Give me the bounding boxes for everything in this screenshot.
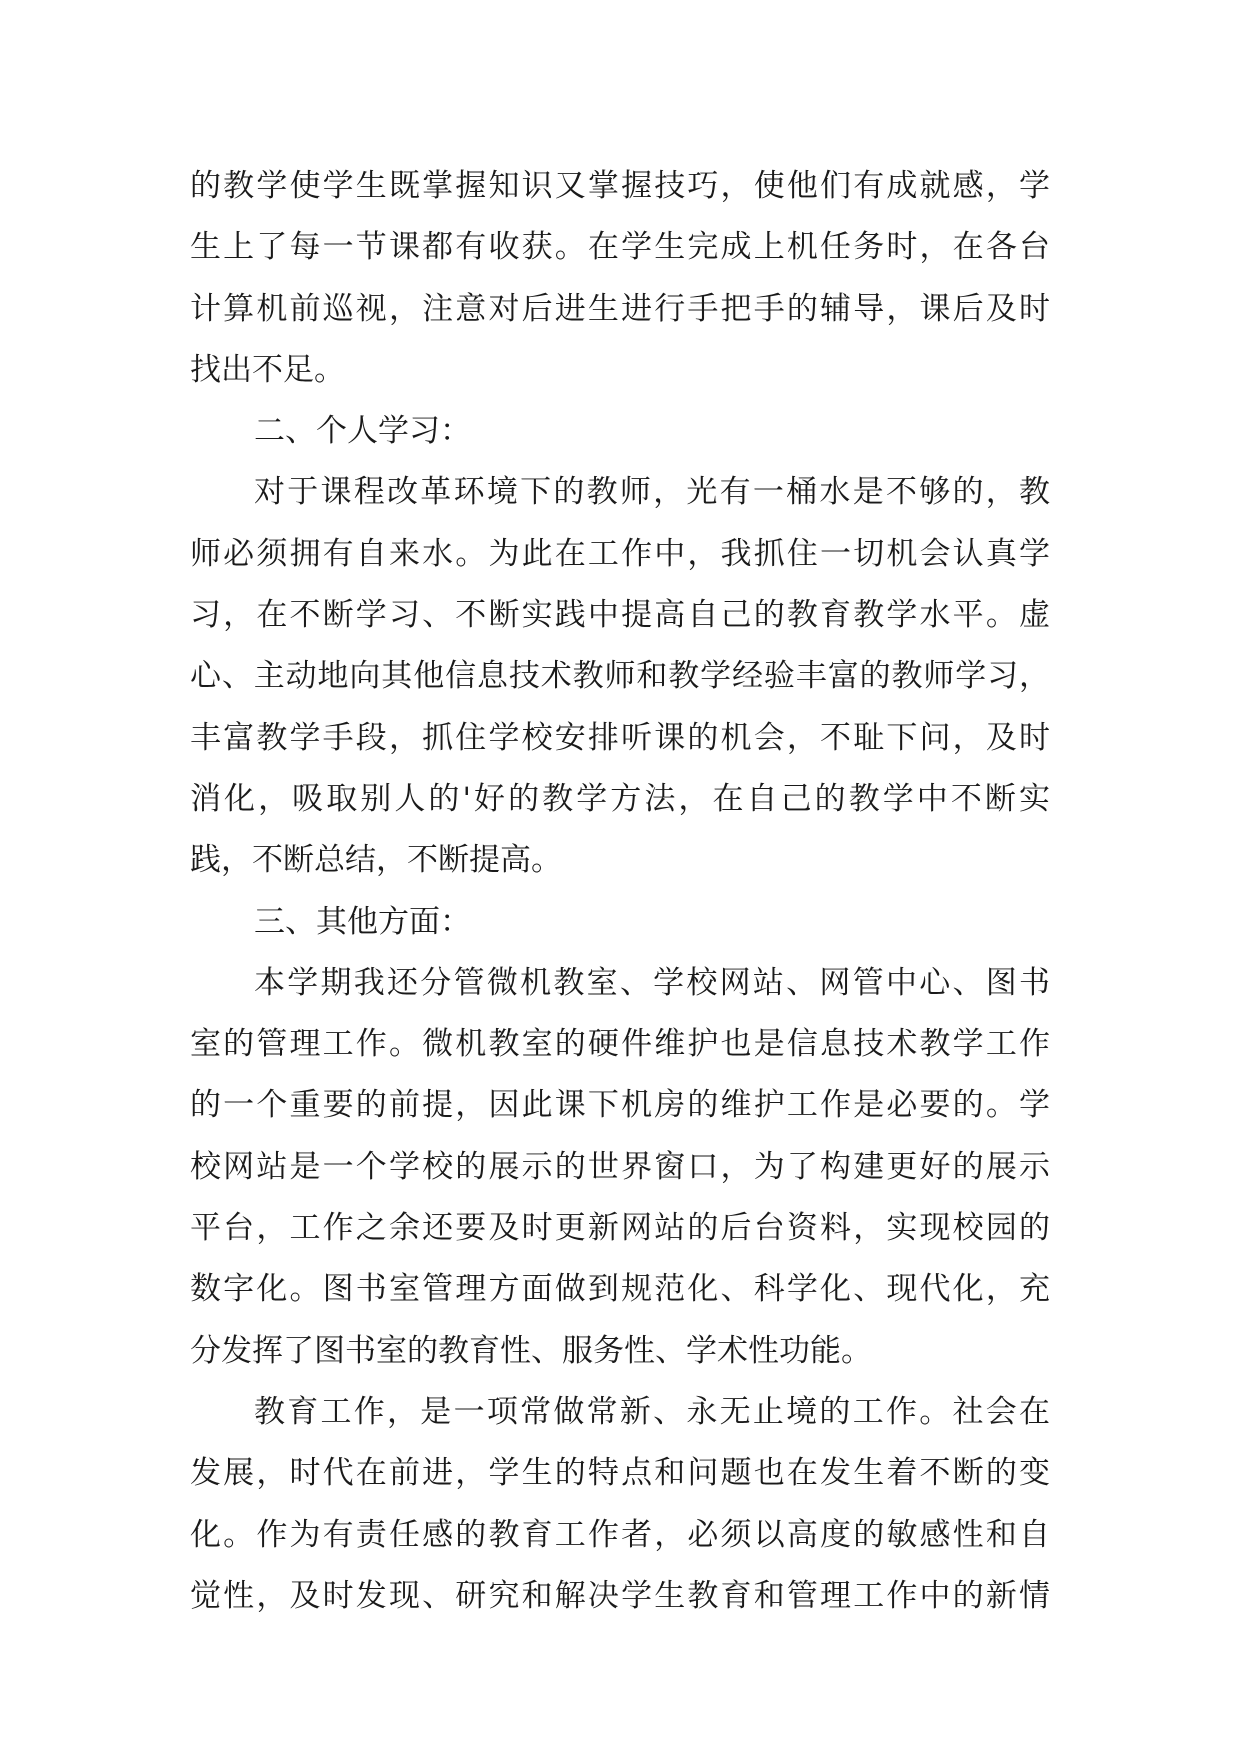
text-line: 师必须拥有自来水。为此在工作中，我抓住一切机会认真学 xyxy=(190,535,1050,572)
text-line: 生上了每一节课都有收获。在学生完成上机任务时，在各台 xyxy=(190,229,1050,266)
text-line: 本学期我还分管微机教室、学校网站、网管中心、图书 xyxy=(254,964,1050,1001)
text-line: 教育工作，是一项常做常新、永无止境的工作。社会在 xyxy=(254,1393,1050,1430)
text-line: 数字化。图书室管理方面做到规范化、科学化、现代化，充 xyxy=(190,1271,1050,1308)
text-line: 平台，工作之余还要及时更新网站的后台资料，实现校园的 xyxy=(190,1210,1050,1247)
text-line: 对于课程改革环境下的教师，光有一桶水是不够的，教 xyxy=(254,474,1050,511)
text-line: 觉性，及时发现、研究和解决学生教育和管理工作中的新情 xyxy=(190,1577,1050,1614)
text-line: 发展，时代在前进，学生的特点和问题也在发生着不断的变 xyxy=(190,1455,1050,1492)
text-line: 分发挥了图书室的教育性、服务性、学术性功能。 xyxy=(190,1332,872,1369)
text-line: 化。作为有责任感的教育工作者，必须以高度的敏感性和自 xyxy=(190,1516,1050,1553)
text-line: 室的管理工作。微机教室的硬件维护也是信息技术教学工作 xyxy=(190,1026,1050,1063)
text-line: 计算机前巡视，注意对后进生进行手把手的辅导，课后及时 xyxy=(190,290,1050,327)
text-line: 三、其他方面： xyxy=(254,903,471,940)
text-line: 校网站是一个学校的展示的世界窗口，为了构建更好的展示 xyxy=(190,1148,1050,1185)
text-line: 的一个重要的前提，因此课下机房的维护工作是必要的。学 xyxy=(190,1087,1050,1124)
document-body xyxy=(190,156,1050,1627)
text-line: 践，不断总结，不断提高。 xyxy=(190,842,562,879)
text-line: 找出不足。 xyxy=(190,351,345,388)
text-line: 丰富教学手段，抓住学校安排听课的机会，不耻下问，及时 xyxy=(190,719,1050,756)
text-line: 二、个人学习： xyxy=(254,413,471,450)
text-line: 消化，吸取别人的'好的教学方法，在自己的教学中不断实 xyxy=(190,780,1050,817)
text-line: 的教学使学生既掌握知识又掌握技巧，使他们有成就感，学 xyxy=(190,168,1050,204)
text-line: 心、主动地向其他信息技术教师和教学经验丰富的教师学习， xyxy=(190,658,1050,695)
text-line: 习，在不断学习、不断实践中提高自己的教育教学水平。虚 xyxy=(190,597,1050,634)
